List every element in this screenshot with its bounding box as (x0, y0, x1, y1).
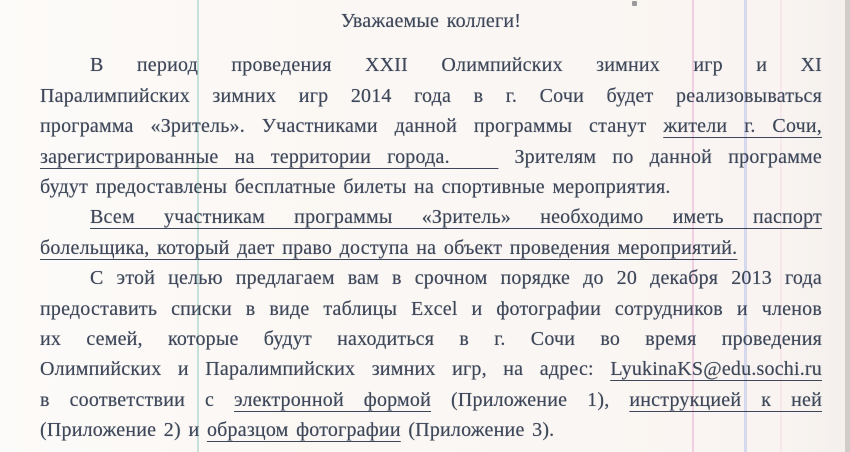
text-line (40, 294, 822, 324)
underlined-segment: жители г. Сочи, (663, 115, 822, 138)
text-line (40, 354, 822, 384)
text-segment: (Приложение 2) и (40, 419, 207, 442)
text-line (40, 81, 822, 111)
text-line (40, 263, 822, 293)
underlined-segment: зарегистрированные на территории города. (40, 145, 499, 168)
text-segment: программа «Зритель». Участниками данной программы станут (40, 115, 664, 138)
text-line (40, 385, 822, 415)
text-segment: (Приложение 1), (431, 388, 630, 411)
text-line (40, 172, 822, 202)
letter-body (40, 6, 822, 446)
text-segment: В период проведения XXII Олимпийских зимних игр и XI (90, 54, 822, 77)
salutation-text: Уважаемые коллеги! (340, 10, 522, 32)
text-line (40, 233, 822, 263)
text-segment: в соответствии с (40, 388, 235, 411)
text-line (40, 324, 822, 354)
email-address: LyukinaKS@edu.sochi.ru (610, 358, 822, 381)
text-line (40, 202, 822, 232)
text-segment: Зрителям по данной программе (498, 145, 822, 168)
text-segment: Паралимпийских зимних игр 2014 года в г. Сочи будет реализовываться (40, 84, 822, 107)
text-segment: будут предоставлены бесплатные билеты на спортивные мероприятия. (40, 176, 671, 199)
scan-edge-shade (845, 0, 850, 452)
text-line (40, 50, 822, 80)
text-segment: (Приложение 3). (400, 419, 555, 442)
text-line (40, 111, 822, 141)
letter-salutation (40, 6, 822, 36)
text-line (40, 142, 822, 172)
text-line (40, 415, 822, 445)
text-segment: их семей, которые будут находиться в г. Сочи во время проведения (40, 328, 822, 351)
text-segment: предоставить списки в виде таблицы Excel и фотографии сотрудников и членов (40, 297, 822, 320)
underlined-segment: Всем участникам программы «Зритель» необходимо иметь паспорт (90, 206, 822, 229)
underlined-segment: электронной формой (234, 388, 432, 411)
underlined-segment: инструкцией к ней (629, 388, 822, 411)
text-segment: Олимпийских и Паралимпийских зимних игр, на адрес: (40, 358, 611, 381)
text-segment: С этой целью предлагаем вам в срочном порядке до 20 декабря 2013 года (90, 267, 822, 290)
underlined-segment: образцом фотографии (206, 419, 401, 442)
underlined-segment: болельщика, который дает право доступа на объект проведения мероприятий. (40, 236, 738, 259)
